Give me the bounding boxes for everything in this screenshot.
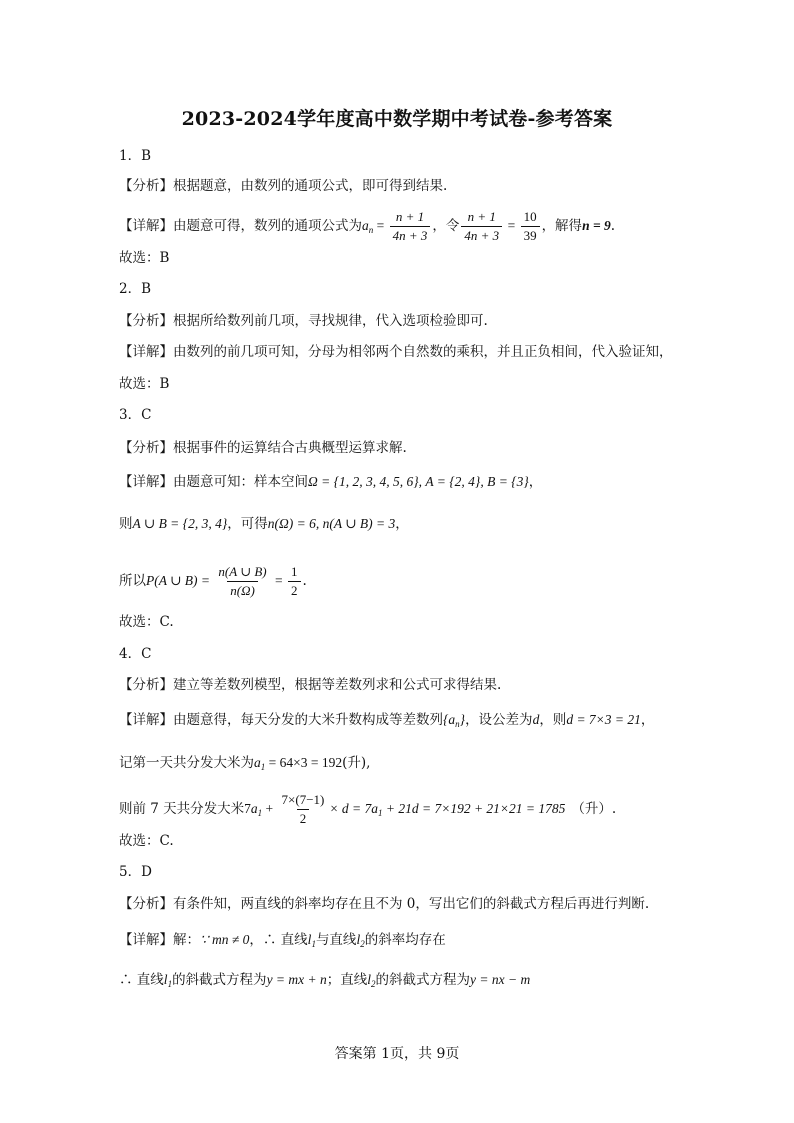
q2-analysis: 【分析】根据所给数列前几项，寻找规律，代入选项检验即可. [119,313,488,329]
q3-sample-space: Ω = {1, 2, 3, 4, 5, 6}, A = {2, 4}, B = {3} [308,474,529,489]
q3-prob: P(A ∪ B) = [146,573,214,588]
q4-text: 记第一天共分发大米为 [119,755,254,771]
q4-sum: $7a_1$ + [244,801,277,818]
q4-detail-text-4: ， [640,712,655,728]
q5-l2b: $l_2$ [367,972,376,989]
q1-frac-3: $\frac{10}{39}$ [521,208,540,245]
q3-dot: . [302,573,307,589]
q4-unit-2: （升）. [571,801,617,817]
q4-detail-text: 【详解】由题意得，每天分发的大米升数构成等差数列 [119,712,443,728]
q2-conclusion: 故选：B [119,376,170,392]
q4-d-eq: d = 7×3 = 21 [566,712,641,727]
q3-text-3: ， [395,516,409,532]
q4-text-2: 则前 7 天共分发大米 [119,801,245,817]
q5-l2: $l_2$ [356,932,365,949]
q3-prob-line [119,563,307,600]
q5-answer: 5．D [119,864,152,880]
q4-d: d [532,712,540,727]
q4-detail-text-3: ，则 [539,712,567,728]
q3-text-2: ，可得 [227,516,268,532]
q4-answer: 4．C [119,646,152,662]
q1-an: $a_n$ [362,218,374,235]
q5-text: ∴ 直线 [119,972,164,988]
q1-frac-2: $\frac{n + 1}{4n + 3}$ [461,208,502,245]
q1-eq-2: = [504,218,519,233]
q5-detail-text-2: ，∴ 直线 [249,932,308,948]
q3-union: A ∪ B = {2, 3, 4} [132,516,228,531]
q5-eq1: y = mx + n [266,972,327,987]
q3-detail-text-2: ， [528,474,543,490]
q5-text-4: 的斜截式方程为 [375,972,471,988]
q1-detail [119,208,615,245]
q3-conclusion: 故选：C. [119,614,174,630]
q4-a1: $a_1 = 64\times 3 = 192$ [254,755,343,772]
q5-l1b: $l_1$ [163,972,173,989]
q5-analysis: 【分析】有条件知，两直线的斜率均存在且不为 0，写出它们的斜截式方程后再进行判断. [119,896,650,912]
q1-dot: . [610,218,616,234]
q3-answer: 3．C [119,407,152,423]
q3-half: $\frac{1}{2}$ [288,563,301,600]
q1-result: n = 9 [582,218,611,233]
q1-detail-text-3: ，解得 [541,218,583,234]
q3-detail [119,472,542,492]
q5-l1: $l_1$ [307,932,316,949]
page-title: 2023-2024学年度高中数学期中考试卷-参考答案 [181,108,613,130]
q1-analysis: 【分析】根据题意，由数列的通项公式，即可得到结果. [119,178,448,194]
q5-detail-text: 【详解】解： [119,932,200,948]
q3-text-4: 所以 [119,573,146,589]
q4-detail-text-2: ，设公差为 [465,712,533,728]
q1-answer: 1．B [119,148,152,164]
q5-detail-text-4: 的斜率均存在 [364,932,446,948]
q1-detail-text: 【详解】由题意可得，数列的通项公式为 [119,218,362,234]
q2-detail: 【详解】由数列的前几项可知，分母为相邻两个自然数的乘积，并且正负相间，代入验证知， [119,344,673,360]
q1-frac-1: $\frac{n + 1}{4n + 3}$ [390,208,431,245]
q3-analysis: 【分析】根据事件的运算结合古典概型运算求解. [119,440,407,456]
q4-sum-2: × $d = 7a_1 + 21d = 7\times 192 + 21\times 21 = 1785$ [329,801,566,818]
page-footer: 答案第 1页，共 9页 [334,1046,460,1062]
q5-detail [119,930,446,954]
q1-eq: = [373,218,388,233]
q4-first-day [119,753,370,777]
q4-analysis: 【分析】建立等差数列模型，根据等差数列求和公式可求得结果. [119,677,502,693]
q2-answer: 2．B [119,281,152,297]
q3-union-line [119,514,409,534]
q4-sum-line [119,791,616,828]
q5-text-2: 的斜截式方程为 [172,972,267,988]
q1-conclusion: 故选：B [119,250,170,266]
q5-equations [119,970,530,994]
q5-eq2: y = nx − m [470,972,531,987]
q1-detail-text-2: ，令 [432,218,460,234]
q5-because: ∵ mn ≠ 0 [200,932,250,947]
q5-detail-text-3: 与直线 [315,932,357,948]
q3-counts: n(Ω) = 6, n(A ∪ B) = 3 [267,516,396,531]
q4-unit: (升), [342,755,371,771]
q5-text-3: ；直线 [326,972,368,988]
q3-eq: = [271,573,286,588]
q3-detail-text: 【详解】由题意可知：样本空间 [119,474,308,490]
q3-text: 则 [119,516,133,532]
q3-frac: $\frac{n(A \cup B)}{n(\Omega)}$ [218,564,267,598]
q4-conclusion: 故选：C. [119,833,174,849]
q4-frac: $\frac{7\times(7-1)}{2}$ [281,792,325,826]
q4-detail [119,710,654,734]
q4-seq: $\{a_n\}$ [443,712,466,729]
